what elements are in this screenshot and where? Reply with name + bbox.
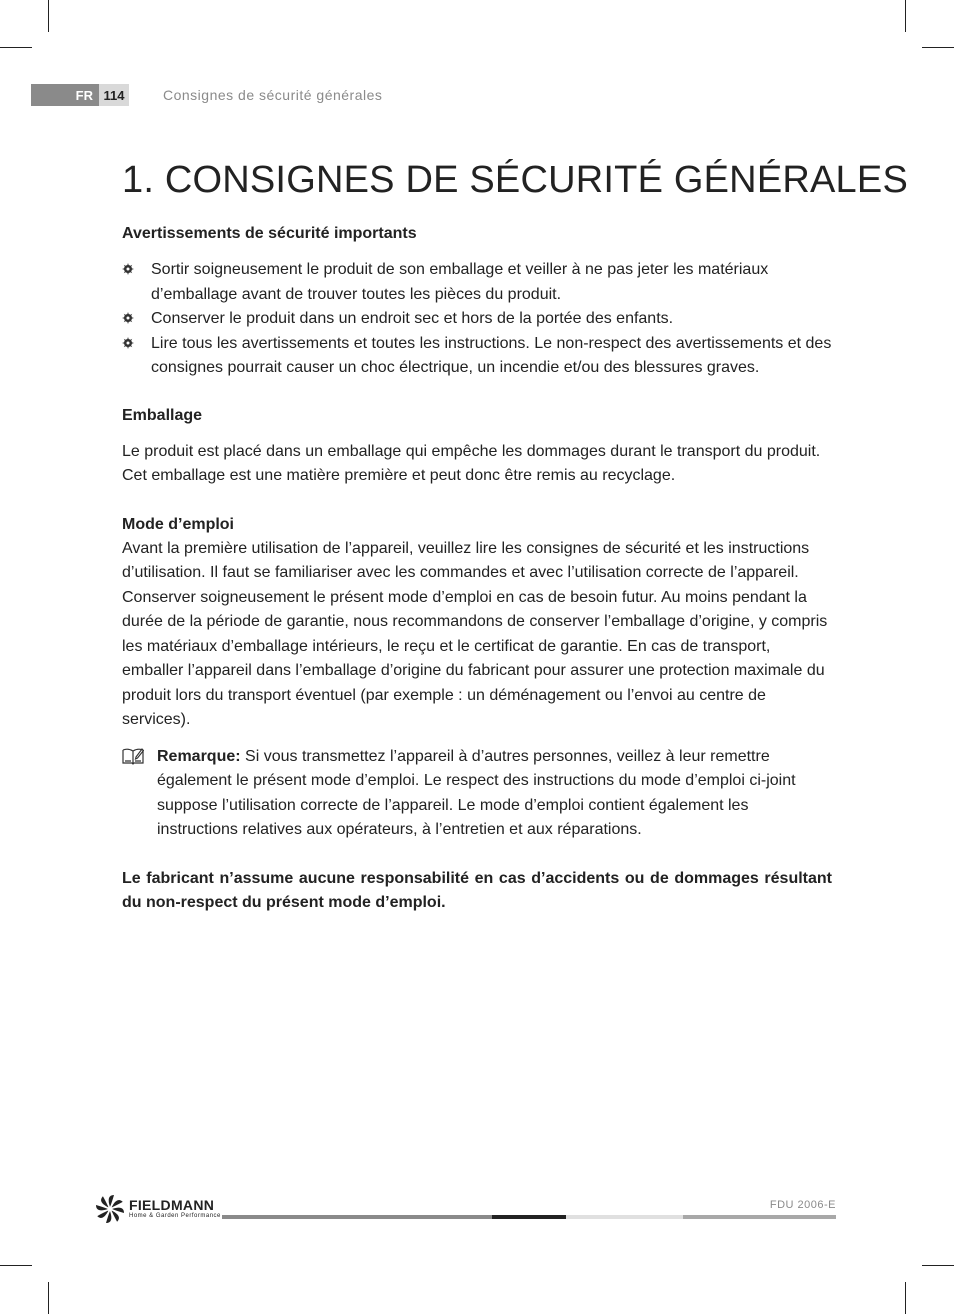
list-item <box>122 307 832 332</box>
footer-bar-segment <box>566 1215 683 1219</box>
liability-disclaimer: Le fabricant n’assume aucune responsabilité en cas d’accidents ou de dommages résultant du non-respect du présent mode d’emploi. <box>122 869 832 911</box>
list-item <box>122 258 832 307</box>
gear-bullet-icon <box>122 337 134 349</box>
note-block <box>122 745 832 843</box>
fan-logo-icon <box>95 1194 125 1224</box>
list-item <box>122 332 832 381</box>
gear-bullet-icon <box>122 312 134 324</box>
model-number: FDU 2006-E <box>769 1199 836 1211</box>
bullet-text: Conserver le produit dans un endroit sec et hors de la portée des enfants. <box>151 310 674 327</box>
crop-mark <box>0 47 32 48</box>
open-book-icon <box>122 747 144 765</box>
footer-bar-segment <box>222 1215 492 1219</box>
page-number: 114 <box>99 84 129 106</box>
crop-mark <box>922 47 954 48</box>
note-text: Si vous transmettez l’appareil à d’autres personnes, veillez à leur remettre également le présent mode d’emploi. Le respect des instructions du mode d’emploi ci-joint suppose l’utilisation correcte de l’appareil. Le mode d’emploi contient également les instructions relatives aux opérateurs, à l’entretien et aux réparations. <box>157 747 796 838</box>
crop-mark <box>48 0 49 32</box>
language-tab: FR <box>31 84 99 106</box>
section-title-warnings: Avertissements de sécurité importants <box>122 225 417 242</box>
footer-bar-segment <box>492 1215 566 1219</box>
page-title: 1. CONSIGNES DE SÉCURITÉ GÉNÉRALES <box>122 159 908 201</box>
crop-mark <box>48 1282 49 1314</box>
brand-tagline: Home & Garden Performance <box>129 1213 221 1219</box>
crop-mark <box>905 1282 906 1314</box>
warning-list <box>122 258 832 381</box>
main-content <box>122 150 908 916</box>
crop-mark <box>0 1265 32 1266</box>
section-title-packaging: Emballage <box>122 406 203 424</box>
crop-mark <box>922 1265 954 1266</box>
section-title-manual: Mode d’emploi <box>122 515 234 533</box>
note-label: Remarque: <box>157 747 241 765</box>
brand-logo <box>95 1194 221 1224</box>
brand-name: FIELDMANN <box>129 1197 215 1213</box>
page-header <box>31 84 382 106</box>
manual-text: Avant la première utilisation de l’appareil, veuillez lire les consignes de sécurité et les instructions d’utilisation. Il faut se familiariser avec les commandes et avec l’utilisation correcte de l’appareil. Conserver soigneusement le présent mode d’emploi en cas de besoin futur. Au moins pendant la durée de la période de garantie, nous recommandons de conserver l’emballage d’origine, y compris les matériaux d’emballage intérieurs, le reçu et le certificat de garantie. En cas de transport, emballer l’appareil dans l’emballage d’origine du fabricant pour assurer une protection maximale du produit lors du transport éventuel (par exemple : un déménagement ou l’envoi au centre de services). <box>122 539 828 728</box>
crop-mark <box>905 0 906 32</box>
footer-bar-segment <box>683 1215 836 1219</box>
packaging-text: Le produit est placé dans un emballage qui empêche les dommages durant le transport du produit. Cet emballage est une matière première et peut donc être remis au recyclage. <box>122 442 821 484</box>
gear-bullet-icon <box>122 263 134 275</box>
bullet-text: Sortir soigneusement le produit de son emballage et veiller à ne pas jeter les matériaux d’emballage avant de trouver toutes les pièces du produit. <box>151 261 769 303</box>
bullet-text: Lire tous les avertissements et toutes les instructions. Le non-respect des avertissements et des consignes pourrait causer un choc électrique, un incendie et/ou des blessures graves. <box>151 334 832 376</box>
running-title: Consignes de sécurité générales <box>163 87 383 103</box>
